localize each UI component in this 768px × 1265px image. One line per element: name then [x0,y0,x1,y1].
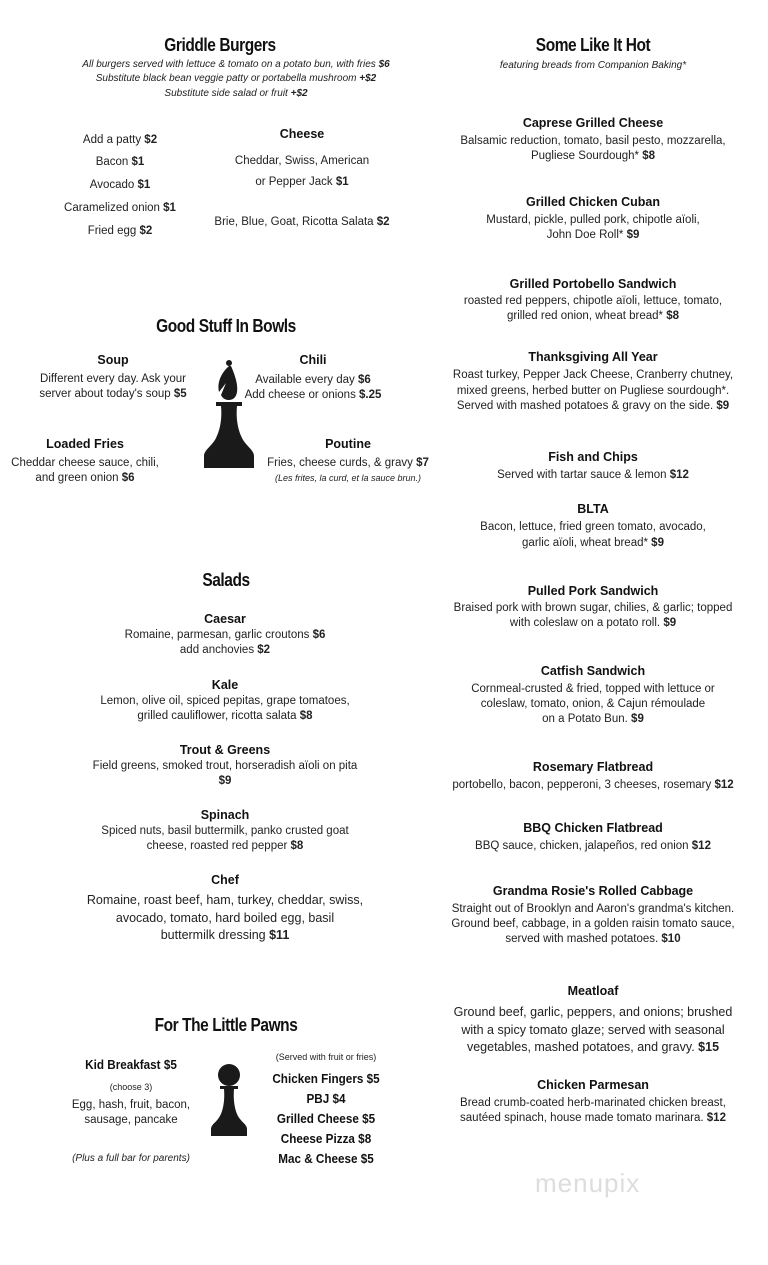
item-name: Loaded Fries [46,437,124,451]
item-description [93,759,358,773]
item-text: garlic aïoli, wheat bread* [522,537,648,549]
item-description [486,213,700,227]
item-description [100,694,349,708]
cheese-option [214,215,389,229]
item-price: $9 [716,400,730,412]
item-price: +$2 [359,73,377,84]
item-text: Field greens, smoked trout, horseradish aïoli on pita [92,760,358,772]
item-description [464,294,722,308]
item-text: Pugliese Sourdough* [530,150,640,162]
kid-breakfast-choose: (choose 3) [109,1082,153,1092]
item-text: Add a patty [82,134,142,146]
item-text: Cheddar, Swiss, American [234,155,370,167]
item-name: Kale [211,678,239,692]
pawn-chess-piece-icon [207,1062,251,1136]
item-text: mixed greens, herbed butter on Pugliese sourdough*. [456,385,730,397]
item-text: grilled red onion, wheat bread* [507,310,663,322]
item-text: Fries, cheese curds, & gravy [267,457,413,469]
kid-item: Cheese Pizza $8 [280,1131,372,1146]
item-price: $11 [269,928,290,942]
item-price: $8 [299,710,313,722]
item-name: Poutine [325,437,371,451]
section-title-some-like-it-hot: Some Like It Hot [535,35,651,55]
item-description [255,373,371,387]
addon-item [64,201,176,215]
item-text: Served with tartar sauce & lemon [497,469,667,481]
item-description [475,839,711,853]
item-name: Rosemary Flatbread [532,760,654,774]
bishop-chess-piece-icon [196,358,262,468]
item-text: Ground beef, garlic, peppers, and onions; brushed [453,1005,733,1019]
item-text: Bacon [95,156,129,168]
item-text: Avocado [89,179,135,191]
item-description [454,601,733,615]
item-price: $9 [218,775,232,787]
item-text: Braised pork with brown sugar, chilies, & garlic; topped [453,602,733,614]
item-description [481,697,705,711]
item-text: vegetables, mashed potatoes, and gravy. [466,1040,695,1054]
item-text: add anchovies [179,644,255,656]
item-description [137,709,312,723]
item-text: server about today's soup [39,388,171,400]
item-name: Chili [299,353,327,367]
item-text: buttermilk dressing [160,928,266,942]
item-description [87,892,363,908]
item-description [497,468,689,482]
item-description [510,616,676,630]
item-description [460,134,725,148]
item-text: All burgers served with lettuce & tomato on a potato bun, with fries [82,59,376,70]
item-text: Ground beef, cabbage, in a golden raisin tomato sauce, [451,918,735,930]
item-price: $7 [416,457,429,469]
addon-item [96,155,145,169]
item-text: with a spicy tomato glaze; served with seasonal [461,1023,725,1037]
item-price: $1 [131,156,145,168]
item-description [480,520,706,534]
item-name: Catfish Sandwich [540,664,646,678]
item-text: Roast turkey, Pepper Jack Cheese, Cranberry chutney, [452,369,734,381]
item-description [275,471,421,485]
section-title-little-pawns: For The Little Pawns [154,1015,298,1035]
addon-item [83,133,157,147]
item-text: Substitute black bean veggie patty or portabella mushroom [95,73,357,84]
item-description [522,536,664,550]
item-text: Balsamic reduction, tomato, basil pesto, mozzarella, [460,135,726,147]
item-text: Available every day [255,374,355,386]
item-text: with coleslaw on a potato roll. [509,617,661,629]
item-description [125,628,326,642]
item-price: $12 [691,840,711,852]
item-description [507,309,679,323]
item-description [101,824,348,838]
item-description [40,372,186,386]
item-price: $1 [335,176,349,188]
item-description [467,1039,719,1055]
item-name: Chicken Parmesan [537,1078,649,1092]
section-title-griddle-burgers: Griddle Burgers [164,35,276,55]
burger-note [164,87,307,101]
item-text: Spiced nuts, basil buttermilk, panko crusted goat [101,825,349,837]
item-text: on a Potato Bun. [542,713,628,725]
item-description [457,399,729,413]
item-name: Grandma Rosie's Rolled Cabbage [492,884,694,898]
item-name: Meatloaf [567,984,619,998]
item-text: Brie, Blue, Goat, Ricotta Salata [214,216,374,228]
item-text: BBQ sauce, chicken, jalapeños, red onion [475,840,689,852]
item-price: $15 [698,1040,720,1054]
item-text: Bread crumb-coated herb-marinated chicken breast, [460,1097,726,1109]
item-price: $9 [631,713,644,725]
kid-item: Mac & Cheese $5 [278,1151,374,1166]
item-description [452,902,734,916]
item-text: Cornmeal-crusted & fried, topped with lettuce or [471,683,715,695]
item-price: $5 [173,388,187,400]
item-price: $1 [137,179,151,191]
item-name: Trout & Greens [179,743,271,757]
item-text: sautéed spinach, house made tomato marinara. [460,1112,704,1124]
item-name: Grilled Chicken Cuban [525,195,661,209]
section-title-salads: Salads [202,570,250,590]
item-description [471,682,715,696]
item-price: $9 [626,229,640,241]
item-name: Grilled Portobello Sandwich [509,277,677,291]
item-name: Caesar [204,612,246,626]
item-price: $2 [139,225,153,237]
item-text: roasted red peppers, chipotle aïoli, lettuce, tomato, [463,295,723,307]
item-text: grilled cauliflower, ricotta salata [137,710,297,722]
item-price: $10 [661,933,681,945]
item-name: BBQ Chicken Flatbread [523,821,663,835]
item-name: Caprese Grilled Cheese [522,116,664,130]
item-text: cheese, roasted red pepper [146,840,288,852]
item-description [461,1022,724,1038]
item-text: Fried egg [87,225,137,237]
kid-item: Chicken Fingers $5 [272,1071,380,1086]
item-price: $12 [706,1112,726,1124]
item-name: Soup [97,353,129,367]
kid-item: PBJ $4 [306,1091,346,1106]
item-name: Spinach [200,808,250,822]
item-name: BLTA [577,502,609,516]
item-text: avocado, tomato, hard boiled egg, basil [115,911,335,925]
item-text: Mustard, pickle, pulled pork, chipotle aïoli, [486,214,700,226]
item-price: $6 [378,59,390,70]
item-price: $2 [257,644,271,656]
item-description [11,456,159,470]
item-text: coleslaw, tomato, onion, & Cajun rémoulade [480,698,706,710]
item-text: Add cheese or onions [244,389,356,401]
item-price: $2 [376,216,390,228]
section-title-bowls: Good Stuff In Bowls [156,316,296,336]
item-description [451,917,734,931]
burger-note [96,72,376,86]
item-text: John Doe Roll* [546,229,624,241]
addon-item [88,224,153,238]
item-description [180,643,270,657]
kid-breakfast-options: sausage, pancake [84,1114,178,1126]
item-text: or Pepper Jack [255,176,333,188]
item-description [452,778,733,792]
item-price: $.25 [359,389,382,401]
item-text: Substitute side salad or fruit [164,88,288,99]
item-description [460,1111,726,1125]
burger-note [82,58,389,72]
cheese-option [235,154,369,168]
item-price: $9 [651,537,664,549]
item-text: Caramelized onion [64,202,160,214]
cheese-heading: Cheese [279,127,325,141]
item-description [547,228,640,242]
kid-breakfast: Kid Breakfast $5 [85,1057,177,1072]
item-description [147,839,304,853]
item-text: Bacon, lettuce, fried green tomato, avocado, [480,521,706,533]
kid-breakfast-options: Egg, hash, fruit, bacon, [71,1099,191,1111]
cheese-option [255,175,348,189]
item-text: Cheddar cheese sauce, chili, [11,457,159,469]
item-text: and green onion [35,472,119,484]
item-price: +$2 [290,88,308,99]
item-text: Romaine, roast beef, ham, turkey, cheddar, swiss, [86,893,364,907]
item-name: Fish and Chips [548,450,638,464]
item-price: $6 [312,629,326,641]
item-price: $12 [714,779,734,791]
item-name: Thanksgiving All Year [528,350,658,364]
item-price: $2 [144,134,158,146]
item-name: Pulled Pork Sandwich [527,584,659,598]
item-text: served with mashed potatoes. [505,933,659,945]
bakery-note: featuring breads from Companion Baking* [499,60,687,71]
item-price: $6 [357,374,371,386]
item-price: $8 [290,840,304,852]
item-text: Served with mashed potatoes & gravy on the side. [456,400,714,412]
item-price: $8 [642,150,656,162]
item-text: Romaine, parmesan, garlic croutons [124,629,310,641]
item-text: (Les frites, la curd, et la sauce brun.) [274,473,422,483]
item-text: portobello, bacon, pepperoni, 3 cheeses, rosemary [452,779,712,791]
item-price: $1 [163,202,176,214]
item-price: $6 [121,472,135,484]
item-description [245,388,382,402]
item-description [457,384,729,398]
item-text: Different every day. Ask your [40,373,186,385]
item-description [460,1096,726,1110]
item-price: $8 [666,310,679,322]
item-description [454,1004,733,1020]
item-text: Lemon, olive oil, spiced pepitas, grape tomatoes, [100,695,350,707]
item-text: Straight out of Brooklyn and Aaron's grandma's kitchen. [451,903,735,915]
kid-item: Grilled Cheese $5 [276,1111,376,1126]
served-note: (Served with fruit or fries) [275,1052,377,1062]
item-description [219,774,232,788]
item-price: $9 [663,617,677,629]
item-description [542,712,644,726]
item-name: Chef [211,873,239,887]
item-description [39,387,186,401]
item-description [505,932,680,946]
menupix-watermark: menupix [535,1168,641,1198]
item-description [161,927,290,943]
item-description [116,910,334,926]
item-description [531,149,655,163]
item-description [453,368,733,382]
item-description [267,456,429,470]
item-description [35,471,134,485]
addon-item [90,178,151,192]
bar-note: (Plus a full bar for parents) [72,1153,190,1164]
item-price: $12 [669,469,689,481]
